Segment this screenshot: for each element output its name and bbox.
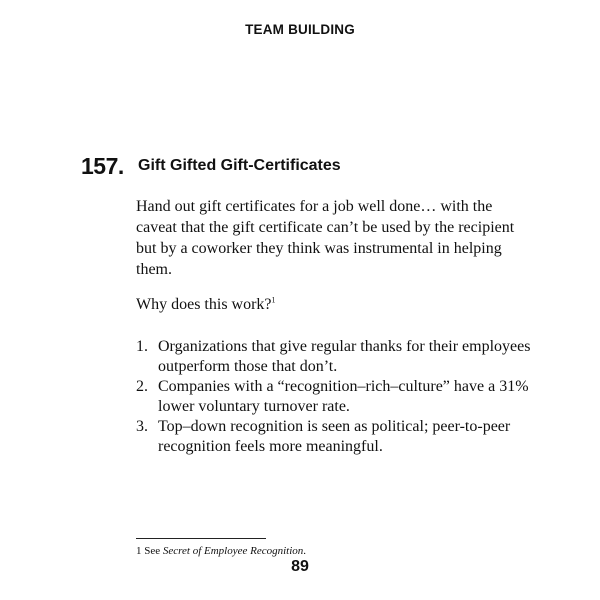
list-item-text: Companies with a “recognition–rich–culture” have a 31% lower voluntary turnover rate. [158,378,529,415]
entry-title: Gift Gifted Gift-Certificates [138,157,341,174]
footnote-source-title: Secret of Employee Recognition [162,545,304,557]
footnote-marker: 1 [136,545,142,557]
footnote-suffix: . [303,545,307,557]
list-item-text: Organizations that give regular thanks for their employees outperform those that don’t. [158,338,531,375]
footnote-reference: 1 [271,295,276,305]
question-paragraph [136,294,536,315]
list-item-number: 2. [136,378,148,395]
list-item [136,417,536,457]
entry-number: 157. [81,153,124,179]
footnote-prefix: See [144,545,161,557]
running-head: TEAM BUILDING [245,22,355,37]
reason-list [136,337,536,457]
intro-paragraph: Hand out gift certificates for a job well done… with the caveat that the gift certificate can’t be used by the recipient but by a coworker they think was instrumental in helping them. [136,198,515,278]
list-item-number: 1. [136,338,148,355]
list-item [136,337,536,377]
footnote-divider [136,538,266,539]
list-item-number: 3. [136,418,148,435]
page-number: 89 [291,558,309,575]
list-item [136,377,536,417]
list-item-text: Top–down recognition is seen as political; peer-to-peer recognition feels more meaningful. [158,418,511,455]
footnote [136,544,306,558]
question-text: Why does this work? [136,296,272,313]
